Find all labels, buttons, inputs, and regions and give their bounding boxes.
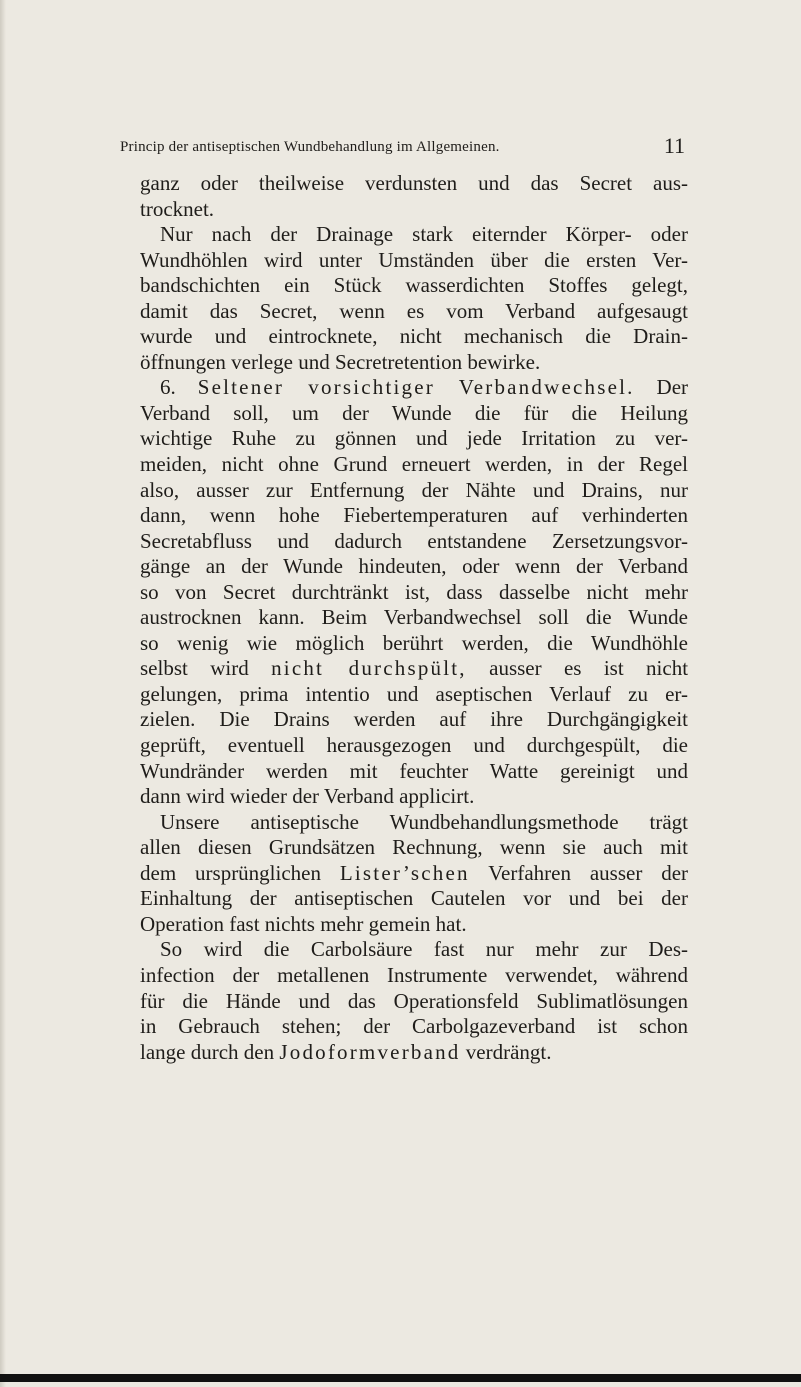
text-line: Wundhöhlen wird unter Umständen über die ersten Ver- [140, 247, 688, 272]
text-line: öffnungen verlege und Secretretention bewirke. [140, 349, 541, 374]
text-fragment: ausser es ist nicht [489, 656, 689, 681]
text-line: wurde und eintrocknete, nicht mechanisch die Drain- [140, 324, 688, 349]
text-line: Einhaltung der antiseptischen Cautelen vor und bei der [140, 886, 688, 911]
text-line: gelungen, prima intentio und aseptischen Verlauf zu er- [140, 681, 688, 706]
text-line: dann, wenn hohe Fiebertemperaturen auf verhinderten [140, 503, 688, 528]
text-line: zielen. Die Drains werden auf ihre Durchgängigkeit [140, 707, 688, 732]
text-line: dann wird wieder der Verband applicirt. [140, 784, 475, 809]
emphasis-line [140, 1040, 688, 1066]
text-line: bandschichten ein Stück wasserdichten Stoffes gelegt, [140, 273, 688, 298]
text-fragment: dem ursprünglichen [140, 860, 321, 885]
section-heading-continuation: Der [656, 375, 689, 400]
section-number: 6. [160, 375, 176, 400]
body-text [140, 171, 688, 1065]
text-line: ganz oder theilweise verdunsten und das Secret aus- [140, 171, 688, 195]
running-title: Princip der antiseptischen Wundbehandlung im Allgemeinen. [120, 139, 500, 155]
emphasized-text: nicht durchspült, [271, 656, 467, 681]
text-fragment: Verfahren ausser der [488, 860, 689, 885]
text-line: Wundränder werden mit feuchter Watte gereinigt und [140, 758, 688, 783]
text-line: gänge an der Wunde hindeuten, oder wenn der Verband [140, 554, 688, 579]
text-line: So wird die Carbolsäure fast nur mehr zur Des- [160, 937, 688, 962]
text-line: Secretabfluss und dadurch entstandene Zersetzungsvor- [140, 528, 688, 553]
text-line: Unsere antiseptische Wundbehandlungsmethode trägt [160, 809, 688, 834]
text-line: also, ausser zur Entfernung der Nähte und Drains, nur [140, 477, 688, 502]
text-line: allen diesen Grundsätzen Rechnung, wenn sie auch mit [140, 835, 688, 860]
page-number: 11 [663, 133, 685, 158]
text-line: meiden, nicht ohne Grund erneuert werden, in der Regel [140, 452, 688, 477]
scan-bottom-edge [0, 1374, 801, 1382]
text-line: so von Secret durchtränkt ist, dass dasselbe nicht mehr [140, 579, 688, 604]
section-heading-line [140, 375, 688, 401]
text-line: Nur nach der Drainage stark eiternder Körper- oder [160, 222, 688, 247]
text-line: Operation fast nichts mehr gemein hat. [140, 911, 467, 936]
text-line: wichtige Ruhe zu gönnen und jede Irritation zu ver- [140, 426, 688, 451]
text-line: damit das Secret, wenn es vom Verband aufgesaugt [140, 298, 688, 323]
emphasized-text: Lister’schen [339, 860, 470, 885]
text-line: Verband soll, um der Wunde die für die Heilung [140, 400, 688, 425]
text-line: in Gebrauch stehen; der Carbolgazeverband ist schon [140, 1014, 688, 1039]
text-line: für die Hände und das Operationsfeld Sublimatlösungen [140, 988, 688, 1013]
emphasized-text: Jodoformverband [279, 1039, 461, 1064]
text-fragment: verdrängt. [465, 1039, 552, 1064]
text-line: trocknet. [140, 196, 215, 221]
text-fragment: selbst wird [140, 656, 249, 681]
text-line: so wenig wie möglich berührt werden, die Wundhöhle [140, 630, 688, 655]
emphasis-line [140, 656, 688, 682]
emphasis-line [140, 861, 688, 887]
text-line: austrocknen kann. Beim Verbandwechsel soll die Wunde [140, 605, 688, 630]
section-heading: Seltener vorsichtiger Verbandwechsel. [197, 375, 635, 400]
text-line: infection der metallenen Instrumente verwendet, während [140, 962, 688, 987]
running-header [120, 135, 685, 163]
text-line: geprüft, eventuell herausgezogen und durchgespült, die [140, 733, 688, 758]
text-fragment: lange durch den [140, 1039, 275, 1064]
page-edge [0, 0, 6, 1387]
